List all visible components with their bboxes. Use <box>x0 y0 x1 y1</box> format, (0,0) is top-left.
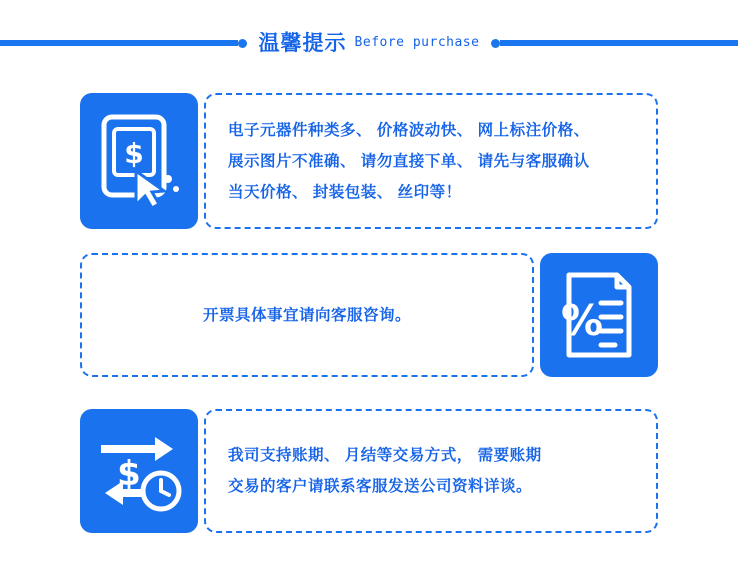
page-title: 温馨提示 <box>258 32 347 55</box>
invoice-line-1: 开票具体事宜请向客服咨询。 <box>202 306 411 324</box>
pricing-line-1: 电子元器件种类多、 价格波动快、 网上标注价格、 <box>228 121 590 139</box>
header-rule-right <box>500 40 738 46</box>
payment-term-text <box>228 440 542 502</box>
pricing-line-3: 当天价格、 封装包装、 丝印等！ <box>228 183 462 201</box>
header-dot-left <box>238 39 247 48</box>
invoice-text <box>104 300 510 331</box>
payment-term-line-2: 交易的客户请联系客服发送公司资料详谈。 <box>228 478 533 495</box>
page-subtitle: Before purchase <box>354 34 480 50</box>
mobile-price-tap-icon-box <box>80 93 198 229</box>
svg-text:$: $ <box>124 137 144 170</box>
header-dot-right <box>491 39 500 48</box>
notice-row-invoice <box>80 253 658 377</box>
page-header <box>0 26 738 58</box>
svg-text:$: $ <box>117 454 141 494</box>
notice-row-pricing <box>80 93 658 229</box>
invoice-percent-icon-box <box>540 253 658 377</box>
pricing-text <box>228 115 590 208</box>
notice-row-payment-term <box>80 409 658 533</box>
payment-term-text-box <box>204 409 658 533</box>
header-rule-left <box>0 40 238 46</box>
payment-term-clock-icon <box>93 425 185 517</box>
pricing-text-box <box>204 93 658 229</box>
invoice-percent-icon <box>555 269 643 361</box>
svg-text:%: % <box>560 296 604 345</box>
payment-term-line-1: 我司支持账期、 月结等交易方式， 需要账期 <box>228 447 542 464</box>
mobile-price-tap-icon <box>96 113 182 209</box>
invoice-text-box <box>80 253 534 377</box>
payment-term-clock-icon-box <box>80 409 198 533</box>
pricing-line-2: 展示图片不准确、 请勿直接下单、 请先与客服确认 <box>228 152 590 170</box>
